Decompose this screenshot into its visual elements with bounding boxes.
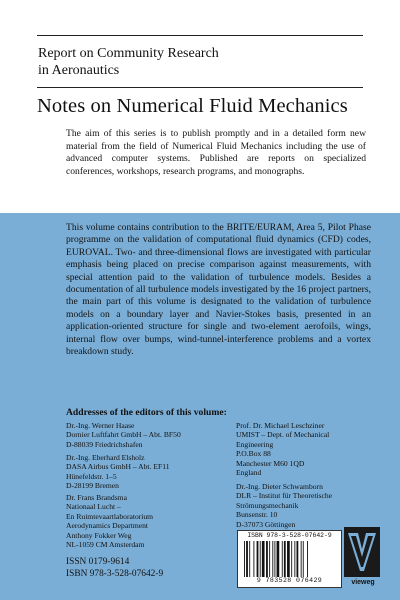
address-line: DLR – Institut für Theoretische [236, 491, 333, 501]
series-label-line: Report on Community Research [38, 46, 219, 61]
editors-heading: Addresses of the editors of this volume: [66, 407, 227, 418]
editor-address [236, 421, 329, 477]
address-line: D-88039 Friedrichshafen [66, 439, 143, 449]
series-title: Notes on Numerical Fluid Mechanics [37, 95, 348, 117]
address-line: Aerodynamics Department [66, 521, 149, 531]
middle-rule [37, 87, 363, 88]
barcode [237, 530, 342, 588]
editor-name: Prof. Dr. Michael Leschziner [236, 421, 325, 430]
address-line: D-37073 Göttingen [236, 519, 296, 529]
address-line: Nationaal Lucht – [66, 502, 121, 512]
editor-address [66, 421, 181, 449]
series-label [38, 45, 219, 79]
barcode-bars [244, 541, 335, 577]
address-line: Anthony Fokker Weg [66, 530, 132, 540]
editor-address [66, 453, 170, 491]
editor-address [66, 493, 153, 549]
address-line: England [236, 468, 262, 478]
address-line: Manchester M60 1QD [236, 458, 305, 468]
editor-name: Dr.-Ing. Dieter Schwamborn [236, 482, 323, 491]
address-line: Strömungsmechanik [236, 500, 299, 510]
address-line: Dornier Luftfahrt GmbH – Abt. BF50 [66, 430, 181, 440]
address-line: NL-1059 CM Amsterdam [66, 540, 145, 550]
editor-name: Dr.-Ing. Werner Haase [66, 421, 135, 430]
editor-name: Dr. Frans Brandsma [66, 493, 127, 502]
volume-description: This volume contains contribution to the BRITE/EURAM, Area 5, Pilot Phase programme on the validation of computational fluid dynamics (CFD) codes, EUROVAL. Two- and three-dimensional flows are investigated with particular emphasis being placed on precise comparison against measurements, with special attention paid to the validation of turbulence models. Besides a documentation of all turbulence models investigated by the 16 project partners, the main part of this volume is designated to the validation of turbulence models on a boundary layer and Navier-Stokes basis, presented in an application-oriented structure for single and two-element aerofoils, wings, internal flow over bumps, wind-tunnel-interference problems and a vortex breakdown study. [66, 222, 371, 358]
editor-name: Dr.-Ing. Eberhard Elsholz [66, 453, 145, 462]
address-line: P.O.Box 88 [236, 449, 271, 459]
barcode-digits: 9 783528 076429 [256, 577, 323, 584]
address-line: En Ruimtevaartlaboratorium [66, 511, 154, 521]
address-line: UMIST – Dept. of Mechanical [236, 430, 330, 440]
identifiers [66, 556, 163, 580]
address-line: Hünefeldstr. 1–5 [66, 471, 117, 481]
top-rule [37, 35, 363, 36]
address-line: DASA Airbus GmbH – Abt. EF11 [66, 462, 170, 472]
address-line: D-28199 Bremen [66, 481, 119, 491]
editor-address [236, 482, 332, 529]
address-line: Engineering [236, 439, 274, 449]
series-label-line: in Aeronautics [38, 63, 120, 78]
isbn: ISBN 978-3-528-07642-9 [66, 569, 164, 579]
barcode-isbn-label: ISBN 978-3-528-07642-9 [247, 532, 332, 539]
series-aim-paragraph: The aim of this series is to publish promptly and in a detailed form new material from the field of Numerical Fluid Mechanics including the use of advanced computer systems. Published are reports on specialized conferences, workshops, research programs, and monographs. [66, 128, 366, 177]
address-line: Bunsenstr. 10 [236, 510, 278, 520]
publisher-name: vieweg [351, 579, 375, 586]
issn: ISSN 0179-9614 [66, 557, 130, 567]
